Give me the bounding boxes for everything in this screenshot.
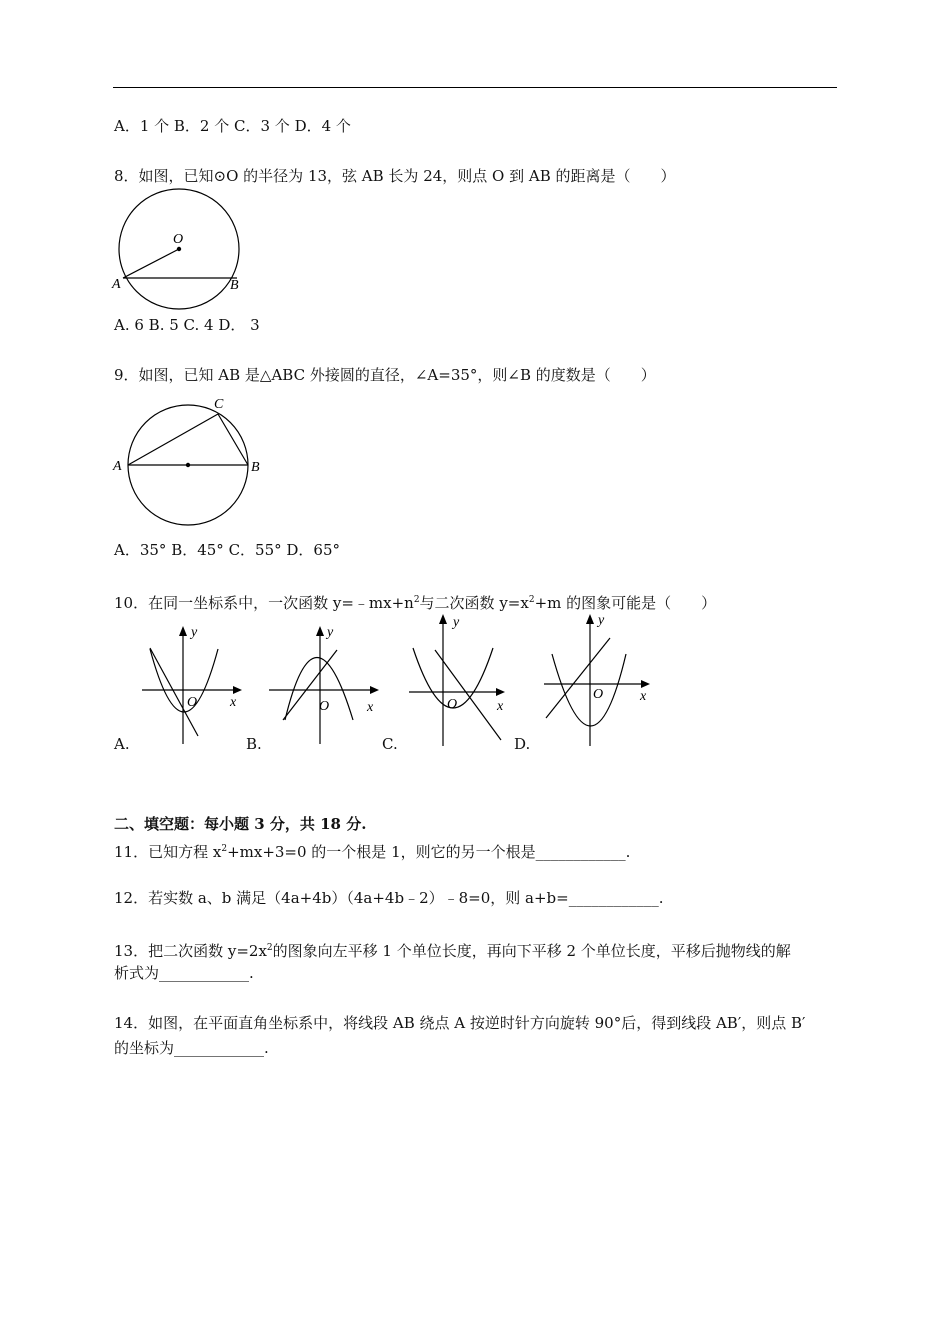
q13-line2: 析式为____________. <box>114 964 254 982</box>
q9-chord-cb <box>218 414 248 465</box>
svg-text:O: O <box>319 699 330 714</box>
svg-text:x: x <box>367 700 374 715</box>
q10-option-d-label: D. <box>514 735 531 753</box>
q8-options: A. 6 B. 5 C. 4 D． 3 <box>114 316 260 334</box>
q10-option-a-label: A. <box>114 735 130 753</box>
q9-circle-figure <box>110 393 270 528</box>
q14-line1: 14．如图，在平面直角坐标系中，将线段 AB 绕点 A 按逆时针方向旋转 90°后，得到线段 AB′，则点 B′ <box>114 1014 806 1032</box>
q9-options: A．35° B．45° C．55° D．65° <box>114 541 341 559</box>
q10-graph-d <box>540 608 660 748</box>
q11-text: 11．已知方程 $x^2+mx+3=0$ 的一个根是 1，则它的另一个根是____________. <box>114 843 631 861</box>
q14-line2: 的坐标为____________. <box>114 1039 269 1057</box>
q12-text: 12．若实数 a、b 满足（4a+4b）（4a+4b﹣2）﹣8=0，则 a+b=____________. <box>114 889 664 907</box>
q8-label-a: A <box>112 277 121 292</box>
q10-stem: 10．在同一坐标系中，一次函数 $y=﹣mx+n^2$与二次函数 $y=x^2+m$ 的图象可能是（ ） <box>114 594 717 612</box>
svg-text:y: y <box>327 625 334 640</box>
q7-options: A．1 个 B．2 个 C．3 个 D．4 个 <box>114 117 351 135</box>
svg-text:x: x <box>640 689 647 704</box>
q9-center-dot <box>186 463 190 467</box>
q10-graph-a <box>138 620 253 750</box>
q8-center-dot <box>177 247 181 251</box>
section2-heading: 二、填空题：每小题 3 分，共 18 分. <box>114 815 367 833</box>
svg-text:O: O <box>447 697 458 712</box>
q10-graph-c <box>405 608 525 748</box>
q8-circle-figure <box>110 190 250 300</box>
q9-label-c: C <box>214 397 224 412</box>
q8-stem: 8．如图，已知⊙O 的半径为 13，弦 AB 长为 24，则点 O 到 AB 的距离是（ ） <box>114 167 676 185</box>
q10-option-c-label: C. <box>382 735 398 753</box>
q9-label-b: B <box>251 460 260 475</box>
q10-graph-b <box>265 620 385 750</box>
q10-option-b-label: B. <box>246 735 262 753</box>
q8-label-b: B <box>230 278 239 293</box>
q9-label-a: A <box>113 459 122 474</box>
q8-label-o: O <box>173 232 184 247</box>
q9-chord-ac <box>128 414 218 465</box>
svg-text:O: O <box>593 687 604 702</box>
q13-line1: 13．把二次函数 $y=2x^2$的图象向左平移 1 个单位长度，再向下平移 2 个单位长度，平移后抛物线的解 <box>114 942 791 960</box>
svg-text:y: y <box>191 625 198 640</box>
svg-text:x: x <box>497 699 504 714</box>
svg-text:y: y <box>453 615 460 630</box>
q8-radius-oa <box>123 249 179 278</box>
svg-text:O: O <box>187 695 198 710</box>
svg-text:y: y <box>598 613 605 628</box>
q9-stem: 9．如图，已知 AB 是△ABC 外接圆的直径，∠A=35°，则∠B 的度数是（ ） <box>114 366 656 384</box>
svg-text:x: x <box>230 695 237 710</box>
header-rule <box>113 87 837 88</box>
